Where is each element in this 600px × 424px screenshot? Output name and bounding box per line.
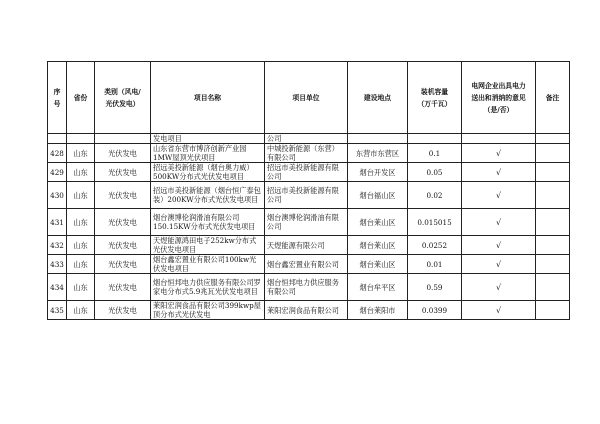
cont-project-name: 发电项目 <box>151 134 265 144</box>
cell-province: 山东 <box>67 209 95 236</box>
cell-category: 光伏发电 <box>95 274 151 301</box>
cell-project-name: 招远市美投新能源（烟台恒广泰包装）200KW分布式光伏发电项目 <box>151 182 265 209</box>
cell-project-name: 山东省东营市博济创新产业园1MW屋顶光伏项目 <box>151 144 265 163</box>
cell-province: 山东 <box>67 163 95 182</box>
cell-opinion: √ <box>462 163 536 182</box>
cell-province: 山东 <box>67 301 95 320</box>
cont-province <box>67 134 95 144</box>
cell-capacity: 0.0399 <box>408 301 462 320</box>
cell-seq: 433 <box>48 255 67 274</box>
cell-category: 光伏发电 <box>95 209 151 236</box>
cell-opinion: √ <box>462 255 536 274</box>
cell-project-unit: 招远市美投新能源有限公司 <box>265 182 348 209</box>
cell-remark <box>536 163 570 182</box>
cell-seq: 430 <box>48 182 67 209</box>
cell-project-unit: 招远市美投新能源有限公司 <box>265 163 348 182</box>
cell-project-unit: 莱阳宏润食品有限公司 <box>265 301 348 320</box>
cont-category <box>95 134 151 144</box>
cell-category: 光伏发电 <box>95 255 151 274</box>
table-row <box>48 236 570 255</box>
header-category: 类别（风电/ 光伏发电） <box>95 62 151 134</box>
cell-category: 光伏发电 <box>95 236 151 255</box>
cell-seq: 435 <box>48 301 67 320</box>
cell-opinion: √ <box>462 144 536 163</box>
cell-project-name: 烟台鑫宏置业有限公司100kw光伏发电项目 <box>151 255 265 274</box>
header-seq: 序 号 <box>48 62 67 134</box>
cell-location: 烟台牟平区 <box>348 274 408 301</box>
table-row <box>48 301 570 320</box>
cell-opinion: √ <box>462 236 536 255</box>
cont-remark <box>536 134 570 144</box>
continuation-row <box>48 134 570 144</box>
cell-capacity: 0.02 <box>408 182 462 209</box>
cell-location: 东营市东营区 <box>348 144 408 163</box>
cell-seq: 432 <box>48 236 67 255</box>
cell-remark <box>536 301 570 320</box>
cont-opinion <box>462 134 536 144</box>
table-row <box>48 144 570 163</box>
table-header-row <box>48 62 570 134</box>
cont-capacity <box>408 134 462 144</box>
cell-location: 烟台莱山区 <box>348 209 408 236</box>
header-location: 建设地点 <box>348 62 408 134</box>
cell-project-name: 烟台恒邦电力供应服务有限公司罗家电分布式5.9兆瓦光伏发电项目 <box>151 274 265 301</box>
header-capacity: 装机容量 （万千瓦） <box>408 62 462 134</box>
table-row <box>48 255 570 274</box>
cell-province: 山东 <box>67 236 95 255</box>
cell-project-name: 烟台澳博伦润滑油有限公司150.15KW分布式光伏发电项目 <box>151 209 265 236</box>
cell-project-unit: 烟台鑫宏置业有限公司 <box>265 255 348 274</box>
cell-location: 烟台开发区 <box>348 163 408 182</box>
cell-project-name: 天煜能源鸿田电子252kw分布式光伏发电项目 <box>151 236 265 255</box>
cont-location <box>348 134 408 144</box>
cell-location: 烟台莱山区 <box>348 255 408 274</box>
cell-project-unit: 天煜能源有限公司 <box>265 236 348 255</box>
cell-remark <box>536 182 570 209</box>
cell-opinion: √ <box>462 209 536 236</box>
cell-project-name: 莱阳宏润食品有限公司399kwp屋顶分布式光伏发电 <box>151 301 265 320</box>
header-project-unit: 项目单位 <box>265 62 348 134</box>
cell-category: 光伏发电 <box>95 144 151 163</box>
cell-province: 山东 <box>67 274 95 301</box>
header-province: 省份 <box>67 62 95 134</box>
cell-remark <box>536 236 570 255</box>
header-remark: 备注 <box>536 62 570 134</box>
cell-location: 烟台莱山区 <box>348 236 408 255</box>
cell-capacity: 0.015015 <box>408 209 462 236</box>
cell-province: 山东 <box>67 182 95 209</box>
cell-remark <box>536 144 570 163</box>
table-row <box>48 182 570 209</box>
header-project-name: 项目名称 <box>151 62 265 134</box>
table-row <box>48 209 570 236</box>
cell-capacity: 0.1 <box>408 144 462 163</box>
cont-seq <box>48 134 67 144</box>
cell-location: 烟台福山区 <box>348 182 408 209</box>
cell-opinion: √ <box>462 301 536 320</box>
cell-project-unit: 中城投新能源（东营）有限公司 <box>265 144 348 163</box>
cont-project-unit: 公司 <box>265 134 348 144</box>
cell-capacity: 0.05 <box>408 163 462 182</box>
cell-seq: 434 <box>48 274 67 301</box>
cell-opinion: √ <box>462 274 536 301</box>
cell-category: 光伏发电 <box>95 301 151 320</box>
cell-capacity: 0.0252 <box>408 236 462 255</box>
cell-location: 烟台莱阳市 <box>348 301 408 320</box>
project-table <box>47 61 570 320</box>
cell-category: 光伏发电 <box>95 182 151 209</box>
cell-opinion: √ <box>462 182 536 209</box>
cell-project-unit: 烟台恒邦电力供应服务有限公司 <box>265 274 348 301</box>
table-row <box>48 163 570 182</box>
cell-capacity: 0.59 <box>408 274 462 301</box>
header-opinion: 电网企业出具电力 送出和消纳的意见 （是/否） <box>462 62 536 134</box>
cell-capacity: 0.01 <box>408 255 462 274</box>
cell-project-name: 招远美投新能源（烟台奥力威）500KW分布式光伏发电项目 <box>151 163 265 182</box>
cell-seq: 431 <box>48 209 67 236</box>
cell-seq: 428 <box>48 144 67 163</box>
cell-province: 山东 <box>67 255 95 274</box>
cell-province: 山东 <box>67 144 95 163</box>
cell-remark <box>536 255 570 274</box>
cell-project-unit: 烟台澳博伦润滑油有限公司 <box>265 209 348 236</box>
table-row <box>48 274 570 301</box>
cell-category: 光伏发电 <box>95 163 151 182</box>
cell-remark <box>536 209 570 236</box>
cell-seq: 429 <box>48 163 67 182</box>
cell-remark <box>536 274 570 301</box>
